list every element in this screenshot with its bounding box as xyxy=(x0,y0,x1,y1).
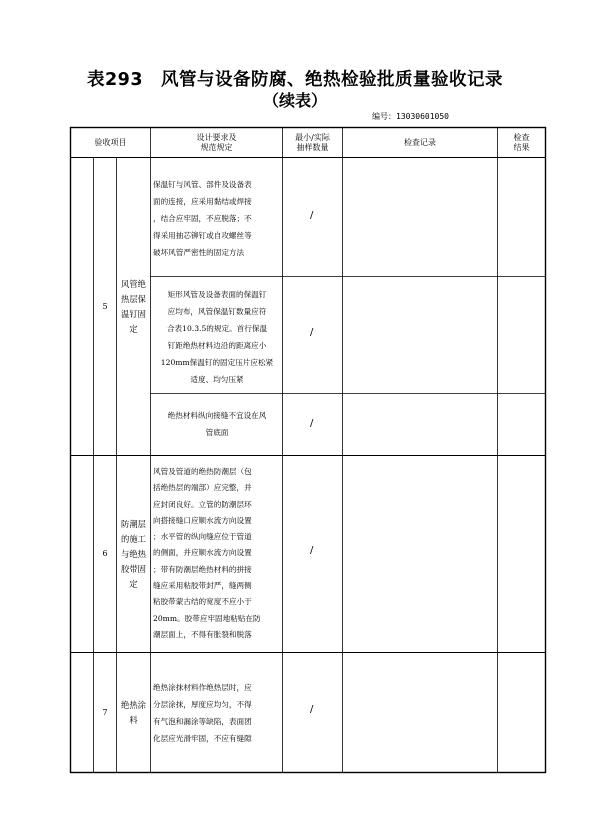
document-number-value: 13030601050 xyxy=(396,112,449,121)
header-result xyxy=(498,128,545,157)
document-number-label: 编号： xyxy=(372,112,396,121)
header-sample xyxy=(283,128,342,157)
sample-count: / xyxy=(310,210,314,221)
section-number: 5 xyxy=(102,301,108,311)
header-result-line2: 结果 xyxy=(513,142,530,152)
page-title: 表293 风管与设备防腐、绝热检验批质量验收记录 xyxy=(86,70,504,90)
header-item: 验收项目 xyxy=(94,137,127,147)
section-name: 风管绝 热层保 温钉固 定 xyxy=(121,278,146,334)
requirement-text: 风管及管道的绝热防潮层（包 括绝热层的端部）应完整，并 应封闭良好。立管的防潮层环 向搭接缝口应顺水流方向设置 ；水平管的纵向缝应位于管道 的侧面，并应顺水流方向设置 ；带有防潮层绝热材料的拼接 缝应采用粘胶带封严，缝两侧 粘胶带蒙古结的宽度不应小于 20mm。胶带应牢固地粘贴在防 潮层面上，不得有胀裂和脱落 xyxy=(153,467,261,639)
requirement-text: 保温钉与风管、部件及设备表 面的连接，应采用黏结或焊接 ，结合应牢固，不应脱落；不 得采用抽芯铆钉或自攻螺丝等 破坏风管严密性的固定方法 xyxy=(153,180,252,257)
header-sample-line1: 最小/实际 xyxy=(295,132,330,142)
header-spec-line1: 设计要求及 xyxy=(196,132,237,142)
section-number: 7 xyxy=(102,707,108,717)
sample-count: / xyxy=(310,418,314,429)
page-subtitle: （续表） xyxy=(262,91,327,110)
requirement-text: 绝热涂抹材料作绝热层时，应 分层涂抹，厚度应均匀，不得 有气泡和漏涂等缺陷，表面团 化层应光滑牢固，不应有缝隙 xyxy=(153,683,252,743)
requirement-text: 绝热材料纵向接缝不宜设在风 管底面 xyxy=(167,411,267,437)
header-spec-line2: 规范规定 xyxy=(200,142,233,152)
document-number xyxy=(372,111,449,122)
sample-count: / xyxy=(310,545,314,556)
sample-count: / xyxy=(310,327,314,338)
section-number: 6 xyxy=(102,549,108,558)
header-sample-line2: 抽样数量 xyxy=(296,142,329,152)
requirement-text: 矩形风管及设备表面的保温钉 应均布，风管保温钉数量应符 合表10.3.5的规定。首行保温 钉距绝热材料边沿的距离应小 120mm保温钉的固定压片应松紧 适度、均匀压紧 xyxy=(160,290,274,384)
header-spec xyxy=(151,128,282,157)
section-name: 绝热涂 料 xyxy=(121,699,146,725)
section-name: 防潮层 的施工 与绝热 胶带固 定 xyxy=(121,518,146,589)
sample-count: / xyxy=(310,704,314,715)
header-result-line1: 检查 xyxy=(513,132,530,142)
header-record: 检查记录 xyxy=(404,137,436,147)
